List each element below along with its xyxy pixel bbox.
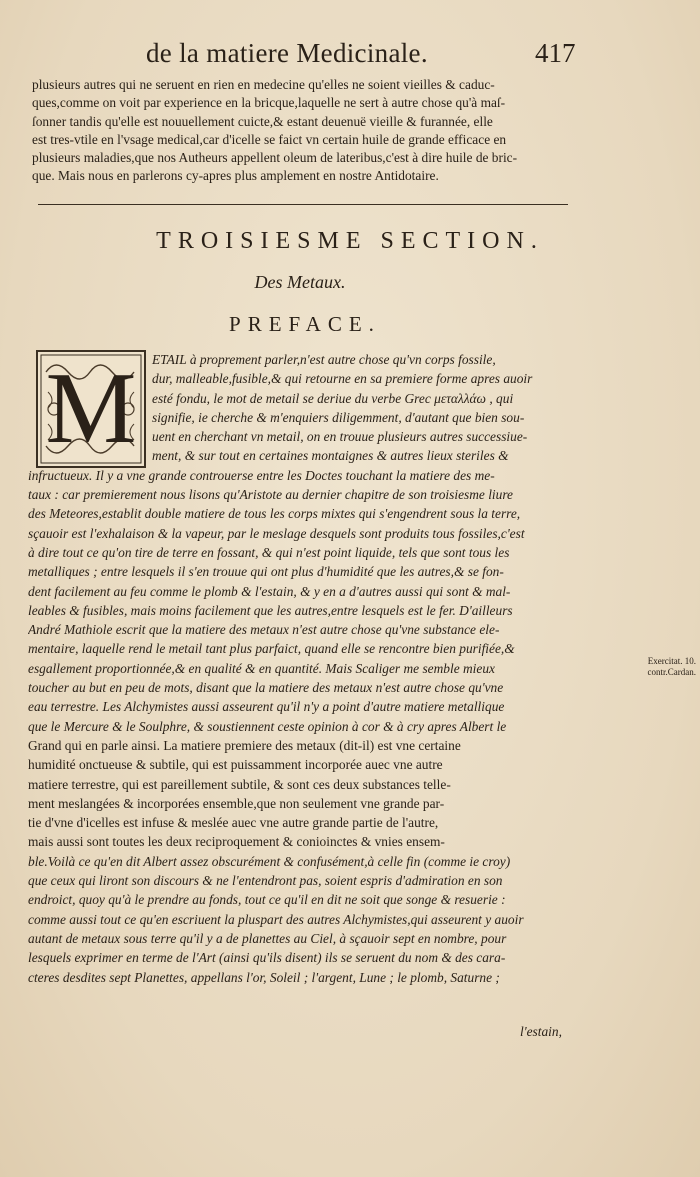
text-line: mentaire, laquelle rend le metail tant plus parfaict, quand elle se rencontre bien purifiée,& <box>28 641 515 657</box>
text-line: autant de metaux sous terre qu'il y a de planettes au Ciel, à sçauoir sept en nombre, pour <box>28 930 507 946</box>
intro-paragraph <box>32 76 572 186</box>
text-line: ment, & sur tout en certaines montaignes & autres lieux steriles & <box>152 448 509 464</box>
preface-heading: PREFACE. <box>229 312 381 336</box>
text-line: eau terrestre. Les Alchymistes aussi asseurent qu'il n'y a point d'autre matiere metallique <box>28 699 505 715</box>
text-line: metalliques ; entre lesquels il s'en trouue qui ont plus d'humidité que les autres,& se fon- <box>28 564 504 580</box>
text-line: uent en cherchant vn metail, on en trouue plusieurs autres successiue- <box>152 429 528 445</box>
text-line: dent facilement au feu comme le plomb & l'estain, & y en a d'autres aussi qui sont & mal- <box>28 583 511 599</box>
text-line: endroict, quoy qu'à le prendre au fonds, tout ce qu'il en dit ne soit que songe & resuerie : <box>28 892 506 908</box>
text-line: cteres desdites sept Planettes, appellans l'or, Soleil ; l'argent, Lune ; le plomb, Saturne ; <box>28 969 500 985</box>
text-line: toucher au but en peu de mots, disant que la matiere des metaux n'est autre chose qu'vne <box>28 680 504 696</box>
text-line: ques,comme on voit par experience en la bricque,laquelle ne sert à autre chose qu'à maſ- <box>32 95 506 111</box>
text-line: ble.Voilà ce qu'en dit Albert assez obscurément & confusément,à celle fin (comme ie croy) <box>28 853 511 869</box>
text-line: Grand qui en parle ainsi. La matiere premiere des metaux (dit-il) est vne certaine <box>28 737 461 753</box>
text-line: sçauoir est l'exhalaison & la vapeur, par le meslage desquels sont produits tous fossiles,c'est <box>28 525 525 541</box>
text-line: leables & fusibles, mais moins facilement que les autres,entre lesquels est le fer. D'ailleurs <box>28 602 513 618</box>
running-head <box>0 38 700 78</box>
section-subtitle: Des Metaux. <box>254 272 346 292</box>
text-line: ſonner tandis qu'elle est nouuellement cuicte,& estant deuenuë vieille & furannée, elle <box>32 113 493 129</box>
text-line: est tres-vtile en l'vsage medical,car d'icelle se faict vn certain huile de grande efficace en <box>32 131 507 147</box>
text-line: lesquels exprimer en terme de l'Art (ainsi qu'ils disent) ils se seruent du nom & des cara- <box>28 950 506 966</box>
text-line: esgallement proportionnée,& en qualité & en quantité. Mais Scaliger me semble mieux <box>28 660 495 676</box>
margin-note <box>576 656 696 678</box>
text-line: comme aussi tout ce qu'en escriuent la pluspart des autres Alchymistes,qui asseurent y auoir <box>28 911 524 927</box>
text-line: infructueux. Il y a vne grande controuerse entre les Doctes touchant la matiere des me- <box>28 467 495 483</box>
text-line: humidité onctueuse & subtile, qui est puissamment incorporée auec vne autre <box>28 757 443 773</box>
decorated-initial <box>36 350 146 468</box>
section-divider <box>38 204 568 205</box>
text-line: mais aussi sont toutes les deux reciproquement & conioinctes & vnies ensem- <box>28 834 445 850</box>
text-line: signifie, ie cherche & m'enquiers diligemment, d'autant que bien sou- <box>152 409 525 425</box>
text-line: des Meteores,establit double matiere de tous les corps mixtes qui s'engendrent sous la terre, <box>28 506 521 522</box>
text-line: taux : car premierement nous lisons qu'Aristote au dernier chapitre de son troisiesme liure <box>28 487 513 503</box>
drop-cap-letter: M <box>45 352 137 465</box>
text-line: André Mathiole escrit que la matiere des metaux n'est autre chose qu'vne substance ele- <box>28 622 500 638</box>
text-line: esté fondu, le mot de metail se deriue du verbe Grec μεταλλάω , qui <box>152 390 514 406</box>
margin-note-line: contr.Cardan. <box>647 667 696 677</box>
text-line: à dire tout ce qu'on tire de terre en fossant, & qui n'est point liquide, tels que sont tous les <box>28 544 510 560</box>
text-line: ment meslangées & incorporées ensemble,que non seulement vne grande par- <box>28 795 445 811</box>
text-line: que ceux qui liront son discours & ne l'entendront pas, soient espris d'admiration en son <box>28 873 503 889</box>
text-line: plusieurs autres qui ne seruent en rien en medecine qu'elles ne soient vieilles & caduc- <box>32 77 495 92</box>
text-line: ETAIL à proprement parler,n'est autre chose qu'vn corps fossile, <box>152 352 496 367</box>
text-line: matiere terrestre, qui est pareillement subtile, & sont ces deux substances telle- <box>28 776 451 792</box>
text-line: plusieurs maladies,que nos Autheurs appellent oleum de lateribus,c'est à dire huile de bric- <box>32 150 518 166</box>
catchword: l'estain, <box>520 1024 562 1039</box>
text-line: que. Mais nous en parlerons cy-apres plus amplement en nostre Antidotaire. <box>32 168 439 184</box>
running-title: de la matiere Medicinale. <box>146 38 428 68</box>
margin-note-line: Exercitat. 10. <box>647 656 696 666</box>
section-title: TROISIESME SECTION. <box>156 228 544 254</box>
text-line: que le Mercure & le Soulphre, & soustiennent ceste opinion à cor & à cry apres Albert le <box>28 718 507 734</box>
text-line: dur, malleable,fusible,& qui retourne en sa premiere forme apres auoir <box>152 371 533 387</box>
text-line: tie d'vne d'icelles est infuse & meslée auec vne autre grande partie de l'autre, <box>28 815 439 831</box>
page-number: 417 <box>535 38 576 68</box>
